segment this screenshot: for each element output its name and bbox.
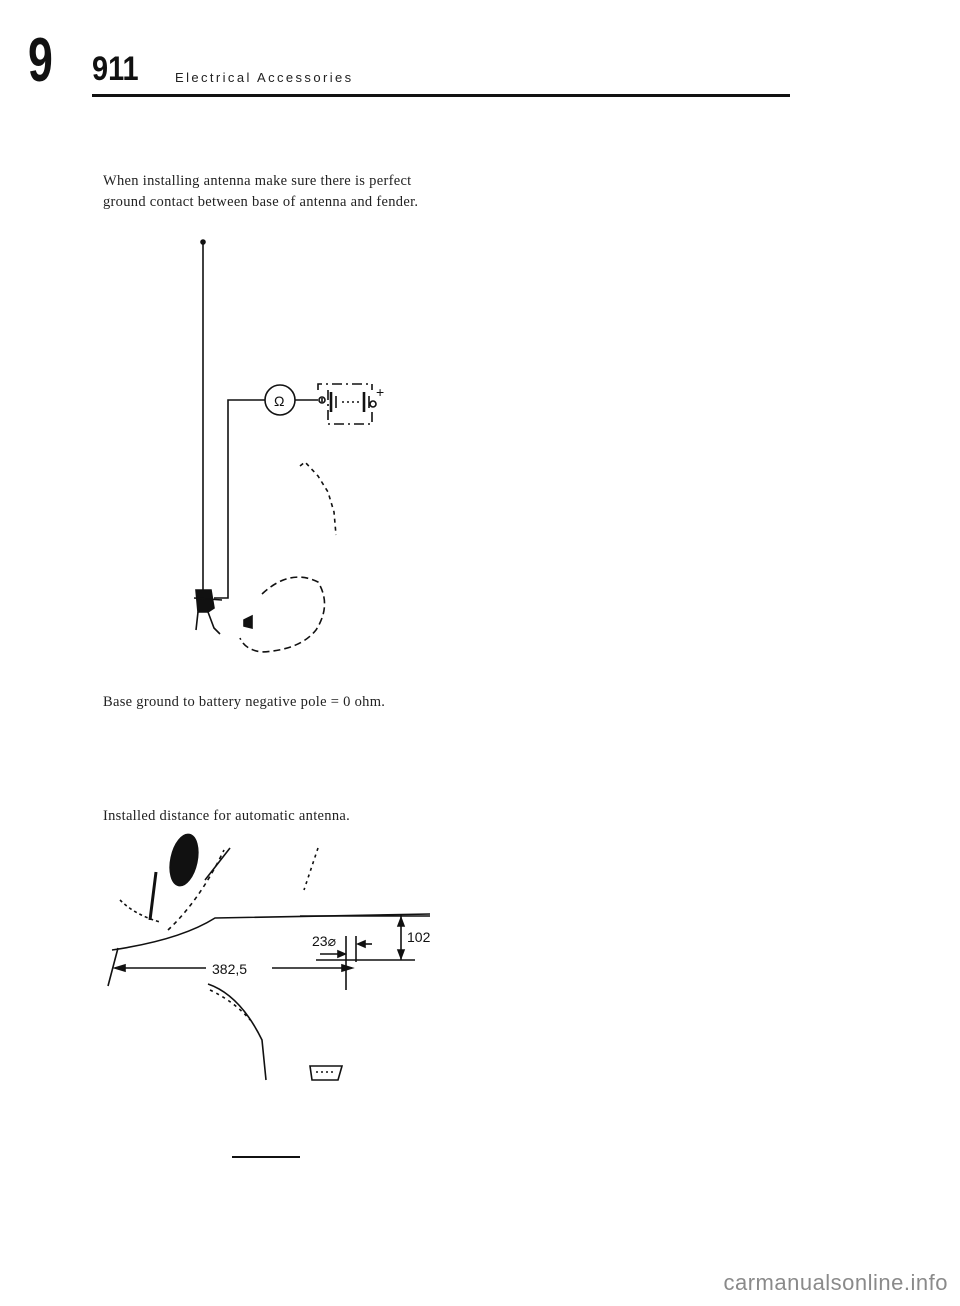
section-number: 9 [28,26,53,95]
dimension-length: 382,5 [212,961,248,977]
ground-note: Base ground to battery negative pole = 0 ohm. [103,694,386,710]
headlight-shape [166,832,202,888]
battery-plus-label: + [376,384,385,400]
instruction-line-1: When installing antenna make sure there is perfect [103,173,412,189]
dimension-diameter: 23⌀ [312,933,337,949]
footer-rule [232,1156,300,1158]
ohm-symbol-label: Ω [274,393,285,409]
fender-contour [112,914,430,950]
model-number: 911 [92,50,139,88]
dimension-height: 102 [407,929,431,945]
watermark-text: carmanualsonline.info [723,1270,948,1295]
instruction-line-2: ground contact between base of antenna and fender. [103,194,419,210]
chapter-title: Electrical Accessories [175,70,354,85]
distance-note: Installed distance for automatic antenna. [103,808,351,824]
